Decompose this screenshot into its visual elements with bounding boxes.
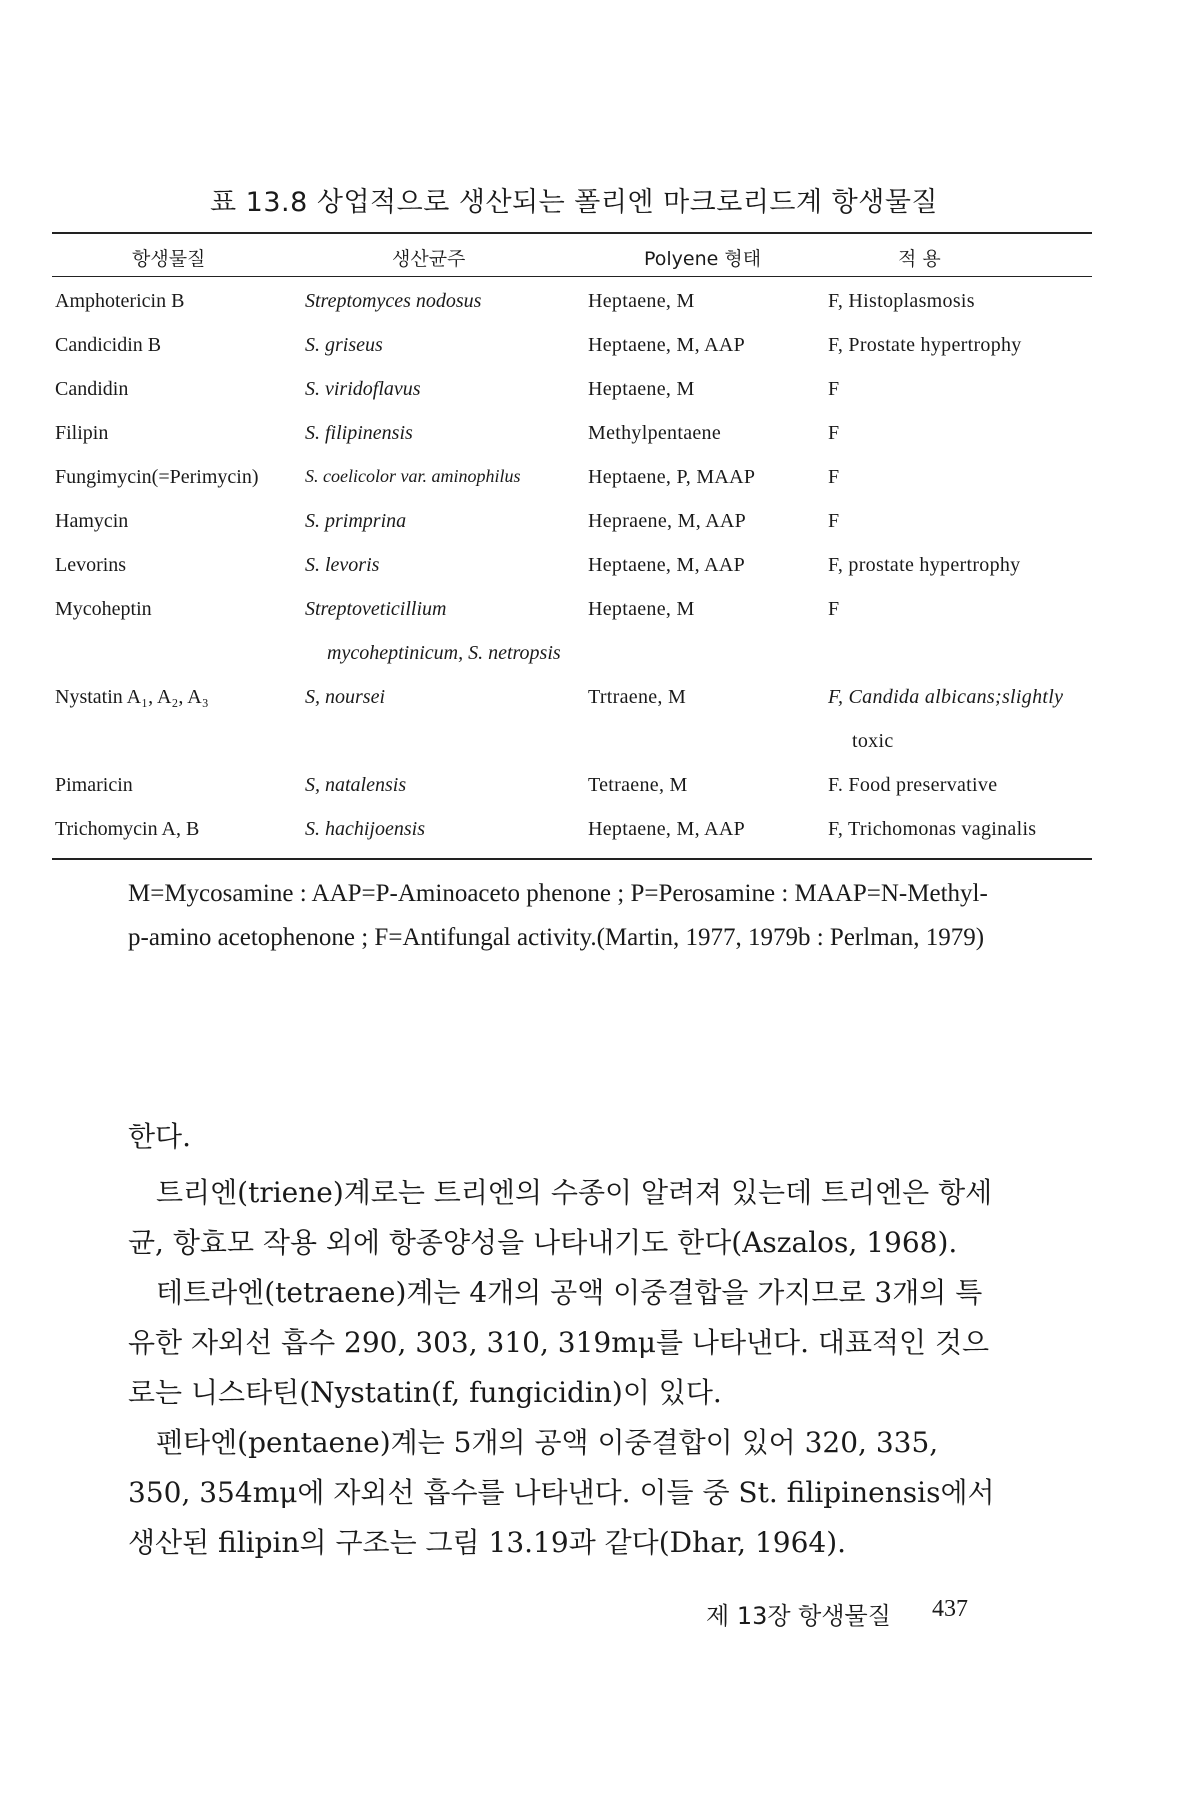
- body-paragraph: 테트라엔(tetraene)계는 4개의 공액 이중결합을 가지므로 3개의 특유한 자외선 흡수 290, 303, 310, 319mμ를 나타낸다. 대표적인 것으로는 니스타틴(Nystatin(f, fungicidin)이 있다.: [128, 1276, 990, 1409]
- table-header: [52, 238, 1092, 276]
- polyene-type: Heptaene, P, MAAP: [588, 466, 756, 488]
- table-row: [55, 326, 1095, 370]
- application: F, prostate hypertrophy: [828, 554, 1021, 576]
- producing-strain-continued: mycoheptinicum, S. netropsis: [327, 642, 561, 664]
- body-paragraph: 펜타엔(pentaene)계는 5개의 공액 이중결합이 있어 320, 335, 350, 354mμ에 자외선 흡수를 나타낸다. 이들 중 St. filipinensis에서 생산된 filipin의 구조는 그림 13.19과 같다(Dhar, 1964).: [128, 1426, 995, 1559]
- antibiotic-name: Hamycin: [55, 510, 129, 532]
- antibiotic-name: Amphotericin B: [55, 290, 185, 312]
- page-number: 437: [932, 1596, 968, 1622]
- producing-strain: S. hachijoensis: [305, 818, 425, 840]
- polyene-type: Heptaene, M, AAP: [588, 334, 745, 356]
- producing-strain: Streptomyces nodosus: [305, 290, 482, 312]
- chapter-footer: 제 13장 항생물질: [706, 1602, 891, 1630]
- producing-strain: S. coelicolor var. aminophilus: [305, 466, 521, 486]
- antibiotic-name: Trichomycin A, B: [55, 818, 200, 840]
- antibiotic-name: Mycoheptin: [55, 598, 152, 620]
- application: F, Candida albicans;slightly: [828, 686, 1064, 708]
- application: F. Food preservative: [828, 774, 998, 796]
- table-row: [55, 546, 1095, 590]
- application: F: [828, 378, 840, 400]
- table-row: [55, 458, 1095, 502]
- table-bottom-rule: [52, 858, 1092, 860]
- application: F: [828, 422, 840, 444]
- polyene-type: Hepraene, M, AAP: [588, 510, 747, 532]
- table-row: [55, 766, 1095, 810]
- table-row: [55, 502, 1095, 546]
- table-row: [55, 414, 1095, 458]
- application: F: [828, 510, 840, 532]
- producing-strain: S, natalensis: [305, 774, 407, 796]
- antibiotic-name: Fungimycin(=Perimycin): [55, 466, 259, 488]
- application: F: [828, 598, 840, 620]
- producing-strain: S. griseus: [305, 334, 383, 356]
- producing-strain: S. viridoflavus: [305, 378, 421, 400]
- polyene-type: Heptaene, M, AAP: [588, 554, 745, 576]
- polyene-type: Trtraene, M: [588, 686, 687, 708]
- polyene-type: Tetraene, M: [588, 774, 688, 796]
- table-caption: 표 13.8 상업적으로 생산되는 폴리엔 마크로리드계 항생물질: [210, 187, 938, 218]
- table-header-rule: [52, 276, 1092, 277]
- application: F, Prostate hypertrophy: [828, 334, 1022, 356]
- producing-strain: S. primprina: [305, 510, 407, 532]
- application: F: [828, 466, 840, 488]
- header-use: 적 용: [898, 248, 941, 270]
- polyene-type: Heptaene, M: [588, 290, 695, 312]
- producing-strain: S, noursei: [305, 686, 385, 708]
- table-row: [55, 590, 1095, 678]
- application-continued: toxic: [852, 730, 894, 752]
- antibiotic-name: Candicidin B: [55, 334, 162, 356]
- polyene-type: Heptaene, M: [588, 598, 695, 620]
- producing-strain: Streptoveticillium: [305, 598, 447, 620]
- table-row: [55, 810, 1095, 854]
- table-top-rule: [52, 232, 1092, 234]
- body-paragraph: 한다.: [128, 1120, 191, 1153]
- table-row: [55, 282, 1095, 326]
- antibiotic-name: Candidin: [55, 378, 129, 400]
- producing-strain: S. filipinensis: [305, 422, 413, 444]
- producing-strain: S. levoris: [305, 554, 380, 576]
- table-footnote: M=Mycosamine : AAP=P-Aminoaceto phenone ; P=Perosamine : MAAP=N-Methyl-p-amino acetophenone ; F=Antifungal activity.(Martin, 1977, 1979b : Perlman, 1979): [128, 880, 988, 951]
- table-row: [55, 678, 1095, 766]
- header-polyene: Polyene 형태: [644, 248, 762, 270]
- body-paragraph: 트리엔(triene)계로는 트리엔의 수종이 알려져 있는데 트리엔은 항세균, 항효모 작용 외에 항종양성을 나타내기도 한다(Aszalos, 1968).: [128, 1176, 993, 1259]
- polyene-type: Methylpentaene: [588, 422, 722, 444]
- antibiotic-name: Levorins: [55, 554, 127, 576]
- table-body: [55, 282, 1095, 854]
- application: F, Histoplasmosis: [828, 290, 975, 312]
- antibiotic-name: Filipin: [55, 422, 109, 444]
- polyene-type: Heptaene, M: [588, 378, 695, 400]
- antibiotic-name: Pimaricin: [55, 774, 133, 796]
- table-row: [55, 370, 1095, 414]
- application: F, Trichomonas vaginalis: [828, 818, 1037, 840]
- antibiotic-name: Nystatin A₁, A₂, A₃: [55, 686, 209, 708]
- header-antibiotic: 항생물질: [132, 248, 206, 270]
- header-strain: 생산균주: [392, 248, 466, 270]
- polyene-type: Heptaene, M, AAP: [588, 818, 745, 840]
